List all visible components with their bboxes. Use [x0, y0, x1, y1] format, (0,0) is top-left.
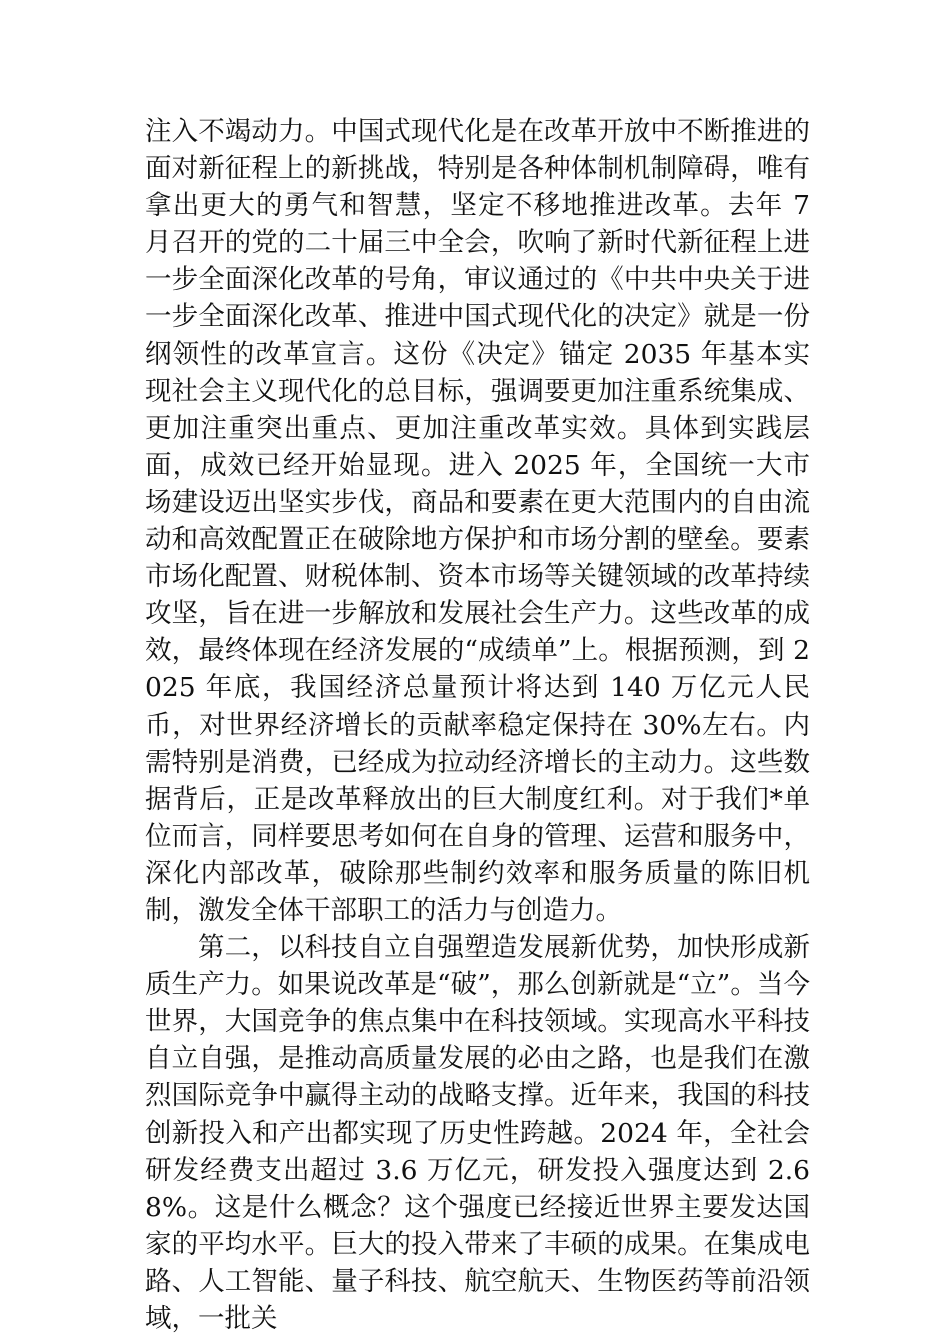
paragraph-technology: 第二，以科技自立自强塑造发展新优势，加快形成新质生产力。如果说改革是“破”，那么创新就是“立”。当今世界，大国竞争的焦点集中在科技领域。实现高水平科技自立自强，是推动高质量发展的必由之路，也是我们在激烈国际竞争中赢得主动的战略支撑。近年来，我国的科技创新投入和产出都实现了历史性跨越。2024 年，全社会研发经费支出超过 3.6 万亿元，研发投入强度达到 2.68%。这是什么概念？这个强度已经接近世界主要发达国家的平均水平。巨大的投入带来了丰硕的成果。在集成电路、人工智能、量子科技、航空航天、生物医药等前沿领域，一批关	[145, 932, 810, 1334]
paragraph-reform: 注入不竭动力。中国式现代化是在改革开放中不断推进的面对新征程上的新挑战，特别是各种体制机制障碍，唯有拿出更大的勇气和智慧，坚定不移地推进改革。去年 7 月召开的党的二十届三中全会，吹响了新时代新征程上进一步全面深化改革的号角，审议通过的《中共中央关于进一步全面深化改革、推进中国式现代化的决定》就是一份纲领性的改革宣言。这份《决定》锚定 2035 年基本实现社会主义现代化的总目标，强调要更加注重系统集成、更加注重突出重点、更加注重改革实效。具体到实践层面，成效已经开始显现。进入 2025 年，全国统一大市场建设迈出坚实步伐，商品和要素在更大范围内的自由流动和高效配置正在破除地方保护和市场分割的壁垒。要素市场化配置、财税体制、资本市场等关键领域的改革持续攻坚，旨在进一步解放和发展社会生产力。这些改革的成效，最终体现在经济发展的“成绩单”上。根据预测，到 2025 年底，我国经济总量预计将达到 140 万亿元人民币，对世界经济增长的贡献率稳定保持在 30%左右。内需特别是消费，已经成为拉动经济增长的主动力。这些数据背后，正是改革释放出的巨大制度红利。对于我们*单位而言，同样要思考如何在自身的管理、运营和服务中，深化内部改革，破除那些制约效率和服务质量的陈旧机制，激发全体干部职工的活力与创造力。	[145, 116, 810, 926]
body-text	[145, 113, 810, 1337]
